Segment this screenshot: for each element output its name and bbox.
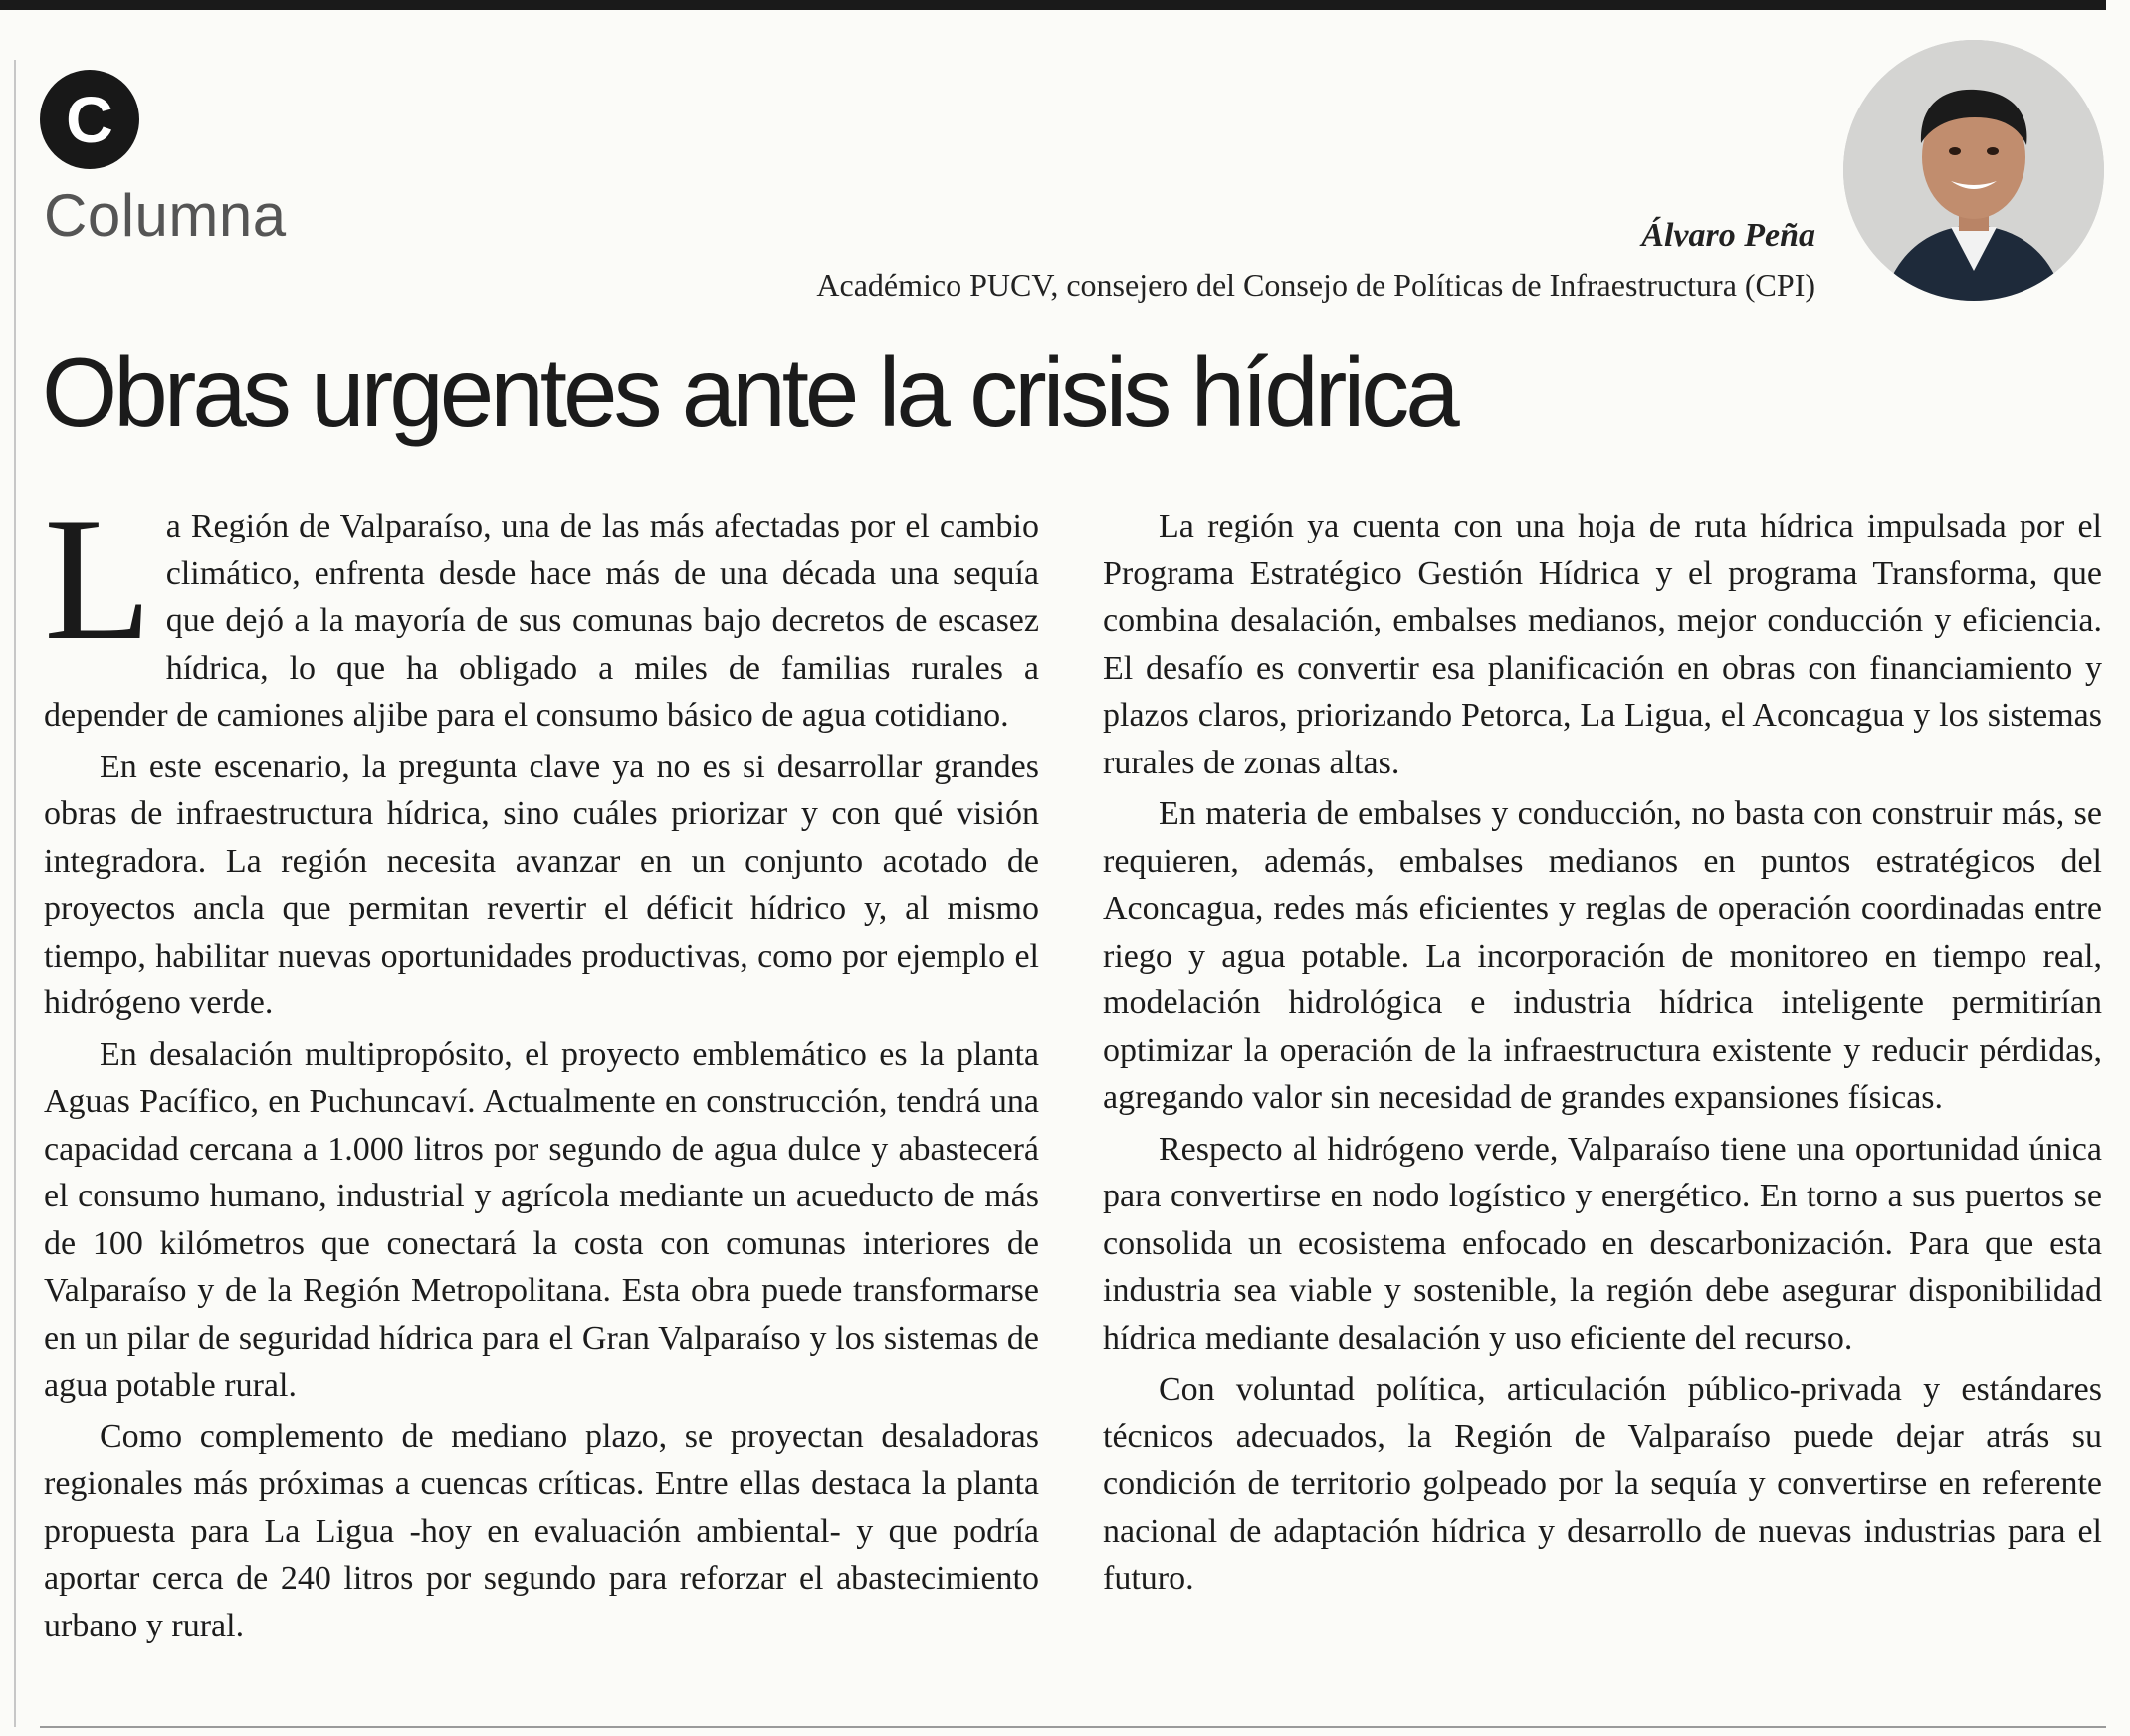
paragraph: En desalación multipropósito, el proyecto emblemático es la planta Aguas Pacífico, en Puchuncaví. Actualmente en construcción, tendrá una capacidad cercana a 1.000 litros por segundo de agua dulce y abastecerá el consumo humano, industrial y agrícola mediante un acueducto de más de 100 kilómetros que conectará la costa con comunas interiores de Valparaíso y de la Región Metropolitana. Esta obra puede transformarse en un pilar de seguridad hídrica para el Gran Valparaíso y los sistemas de agua potable rural.: [44, 1035, 1039, 1404]
headline: Obras urgentes ante la crisis hídrica: [42, 337, 1456, 447]
paragraph: Como complemento de mediano plazo, se proyectan desaladoras regionales más próximas a cuencas críticas. Entre ellas destaca la planta propuesta para La Ligua -hoy en evaluación ambiental- y que podría aportar cerca de 240 litros por segundo para reforzar el abastecimiento urbano y rural.: [44, 1417, 1039, 1644]
bottom-rule: [40, 1726, 2106, 1728]
drop-cap: L: [44, 480, 152, 677]
paragraph: Respecto al hidrógeno verde, Valparaíso tiene una oportunidad única para convertirse en nodo logístico y energético. En torno a sus puertos se consolida un ecosistema enfocado en descarbonización. Para que esta industria sea viable y sostenible, la región debe asegurar disponibilidad hídrica mediante desalación y uso eficiente del recurso.: [1103, 1130, 2102, 1357]
article-column-right: [1103, 503, 2102, 1607]
author-photo: [1843, 40, 2104, 301]
author-role: Académico PUCV, consejero del Consejo de Políticas de Infraestructura (CPI): [816, 267, 1815, 303]
author-name: Álvaro Peña: [1641, 217, 1815, 254]
section-label: Columna: [44, 182, 287, 249]
left-rule: [14, 60, 16, 1727]
paragraph: La región ya cuenta con una hoja de ruta hídrica impulsada por el Programa Estratégico Gestión Hídrica y el programa Transforma, que combina desalación, embalses medianos, mejor conducción y eficiencia. El desafío es convertir esa planificación en obras con financiamiento y plazos claros, priorizando Petorca, La Ligua, el Aconcagua y los sistemas rurales de zonas altas.: [1103, 508, 2102, 781]
author-photo-illustration: [1843, 40, 2104, 301]
paragraph: En este escenario, la pregunta clave ya no es si desarrollar grandes obras de infraestructura hídrica, sino cuáles priorizar y con qué visión integradora. La región necesita avanzar en un conjunto acotado de proyectos ancla que permitan revertir el déficit hídrico y, al mismo tiempo, habilitar nuevas oportunidades productivas, como por ejemplo el hidrógeno verde.: [44, 748, 1039, 1021]
paragraph: Con voluntad política, articulación público-privada y estándares técnicos adecuados, la Región de Valparaíso puede dejar atrás su condición de territorio golpeado por la sequía y convertirse en referente nacional de adaptación hídrica y desarrollo de nuevas industrias para el futuro.: [1103, 1371, 2102, 1597]
paragraph: [44, 480, 1039, 740]
paragraph: En materia de embalses y conducción, no basta con construir más, se requieren, además, embalses medianos en puntos estratégicos del Aconcagua, redes más eficientes y reglas de operación coordinadas entre riego y agua potable. La incorporación de monitoreo en tiempo real, modelación hidrológica e industria hídrica inteligente permitirían optimizar la operación de la infraestructura existente y reducir pérdidas, agregando valor sin necesidad de grandes expansiones físicas.: [1103, 795, 2102, 1116]
column-badge: C: [40, 70, 139, 169]
paragraph-text: a Región de Valparaíso, una de las más afectadas por el cambio climático, enfrenta desde hace más de una década una sequía que dejó a la mayoría de sus comunas bajo decretos de escasez hídrica, lo que ha obligado a miles de familias rurales a depender de camiones aljibe para el consumo básico de agua cotidiano.: [44, 508, 1039, 734]
top-rule: [0, 0, 2106, 10]
article-column-left: [44, 480, 1039, 1653]
